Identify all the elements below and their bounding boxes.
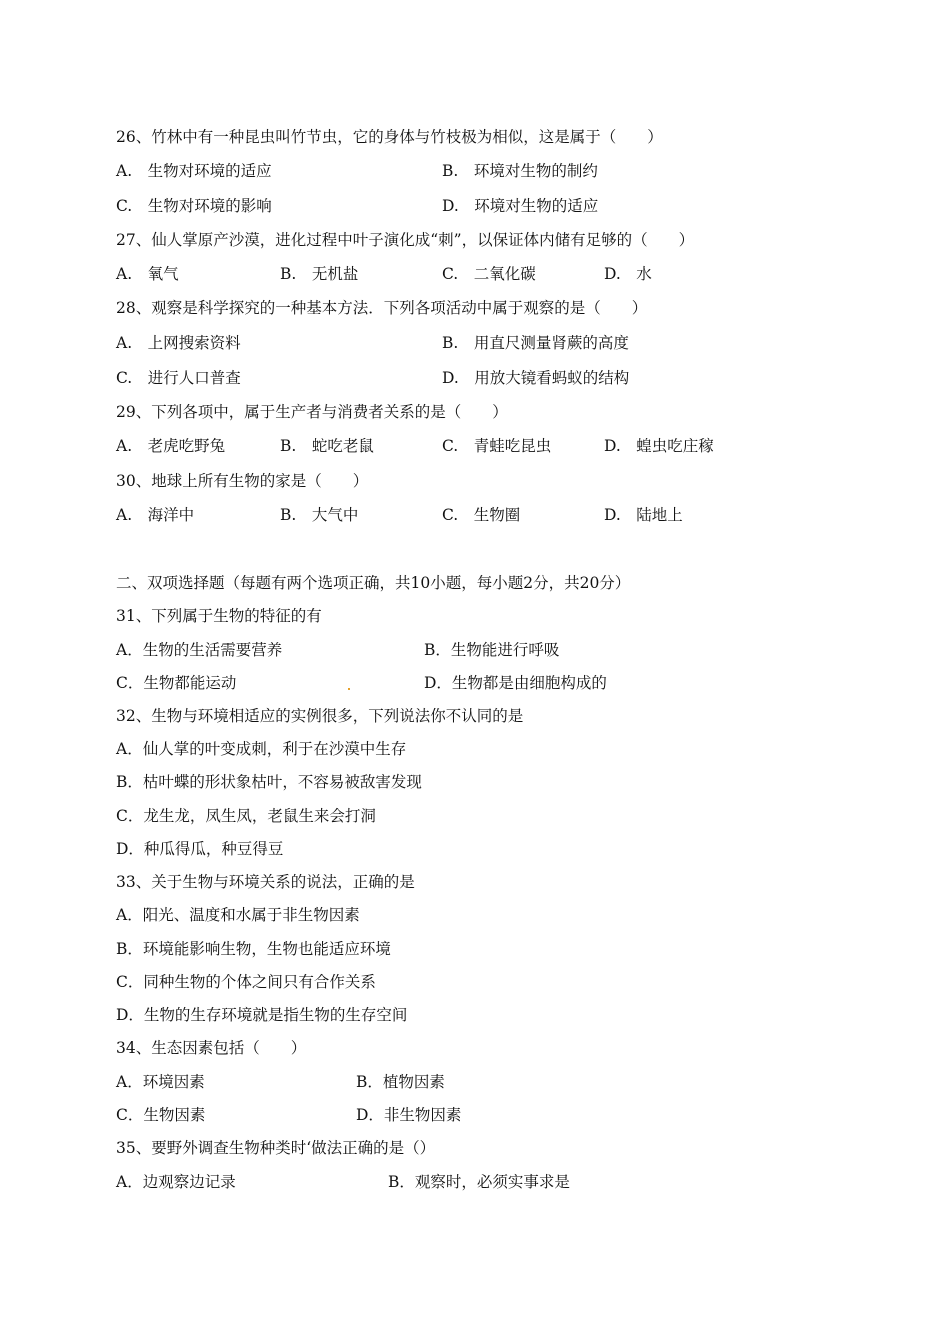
section-2-title: 二、双项选择题（每题有两个选项正确，共10小题，每小题2分，共20分）	[116, 574, 631, 592]
question-35-option-a: A．边观察边记录	[116, 1173, 236, 1191]
question-35-option-b: B．观察时，必须实事求是	[388, 1173, 570, 1191]
question-30-option-d: D. 陆地上	[604, 506, 683, 524]
question-27-stem: 27、仙人掌原产沙漠，进化过程中叶子演化成“刺”，以保证体内储有足够的（ ）	[116, 231, 695, 249]
question-27-option-b: B. 无机盐	[280, 265, 359, 283]
question-29-option-c: C. 青蛙吃昆虫	[442, 437, 552, 455]
question-30-stem: 30、地球上所有生物的家是（ ）	[116, 472, 369, 490]
question-30-option-c: C. 生物圈	[442, 506, 521, 524]
question-34-option-a: A．环境因素	[116, 1073, 205, 1091]
question-32-option-d: D．种瓜得瓜，种豆得豆	[116, 840, 284, 858]
question-32-option-b: B．枯叶蝶的形状象枯叶，不容易被敌害发现	[116, 773, 422, 791]
question-28-option-c: C. 进行人口普查	[116, 369, 241, 387]
question-28-option-b: B. 用直尺测量肾蕨的高度	[442, 334, 629, 352]
question-31-option-d: D．生物都是由细胞构成的	[424, 674, 607, 692]
question-30-option-b: B. 大气中	[280, 506, 359, 524]
question-29-option-a: A. 老虎吃野兔	[116, 437, 226, 455]
question-28-option-a: A. 上网搜索资料	[116, 334, 241, 352]
question-32-option-a: A．仙人掌的叶变成刺，利于在沙漠中生存	[116, 740, 407, 758]
question-26-option-a: A. 生物对环境的适应	[116, 162, 272, 180]
question-31-option-b: B．生物能进行呼吸	[424, 641, 560, 659]
question-34-option-c: C．生物因素	[116, 1106, 206, 1124]
question-30-option-a: A. 海洋中	[116, 506, 195, 524]
question-29-option-d: D. 蝗虫吃庄稼	[604, 437, 714, 455]
question-33-option-d: D．生物的生存环境就是指生物的生存空间	[116, 1006, 408, 1024]
question-33-option-c: C．同种生物的个体之间只有合作关系	[116, 973, 376, 991]
question-31-option-a: A．生物的生活需要营养	[116, 641, 283, 659]
question-34-option-d: D．非生物因素	[356, 1106, 462, 1124]
question-29-stem: 29、下列各项中，属于生产者与消费者关系的是（ ）	[116, 403, 508, 421]
question-26-stem: 26、竹林中有一种昆虫叫竹节虫，它的身体与竹枝极为相似，这是属于（ ）	[116, 128, 663, 146]
question-26-option-c: C. 生物对环境的影响	[116, 197, 272, 215]
question-26-option-b: B. 环境对生物的制约	[442, 162, 598, 180]
question-28-option-d: D. 用放大镜看蚂蚁的结构	[442, 369, 630, 387]
question-31-stem: 31、下列属于生物的特征的有	[116, 607, 322, 625]
question-29-option-b: B. 蛇吃老鼠	[280, 437, 374, 455]
question-27-option-a: A. 氧气	[116, 265, 179, 283]
question-34-stem: 34、生态因素包括（ ）	[116, 1039, 307, 1057]
stray-mark	[348, 688, 350, 690]
question-27-option-d: D. 水	[604, 265, 652, 283]
question-28-stem: 28、观察是科学探究的一种基本方法．下列各项活动中属于观察的是（ ）	[116, 299, 648, 317]
question-35-stem: 35、要野外调查生物种类时‘做法正确的是（）	[116, 1139, 436, 1157]
question-33-stem: 33、关于生物与环境关系的说法，正确的是	[116, 873, 415, 891]
question-31-option-c: C．生物都能运动	[116, 674, 237, 692]
question-33-option-b: B．环境能影响生物，生物也能适应环境	[116, 940, 391, 958]
question-26-option-d: D. 环境对生物的适应	[442, 197, 599, 215]
question-33-option-a: A．阳光、温度和水属于非生物因素	[116, 906, 360, 924]
question-34-option-b: B．植物因素	[356, 1073, 445, 1091]
question-27-option-c: C. 二氧化碳	[442, 265, 536, 283]
question-32-stem: 32、生物与环境相适应的实例很多，下列说法你不认同的是	[116, 707, 524, 725]
question-32-option-c: C．龙生龙，凤生凤，老鼠生来会打洞	[116, 807, 376, 825]
